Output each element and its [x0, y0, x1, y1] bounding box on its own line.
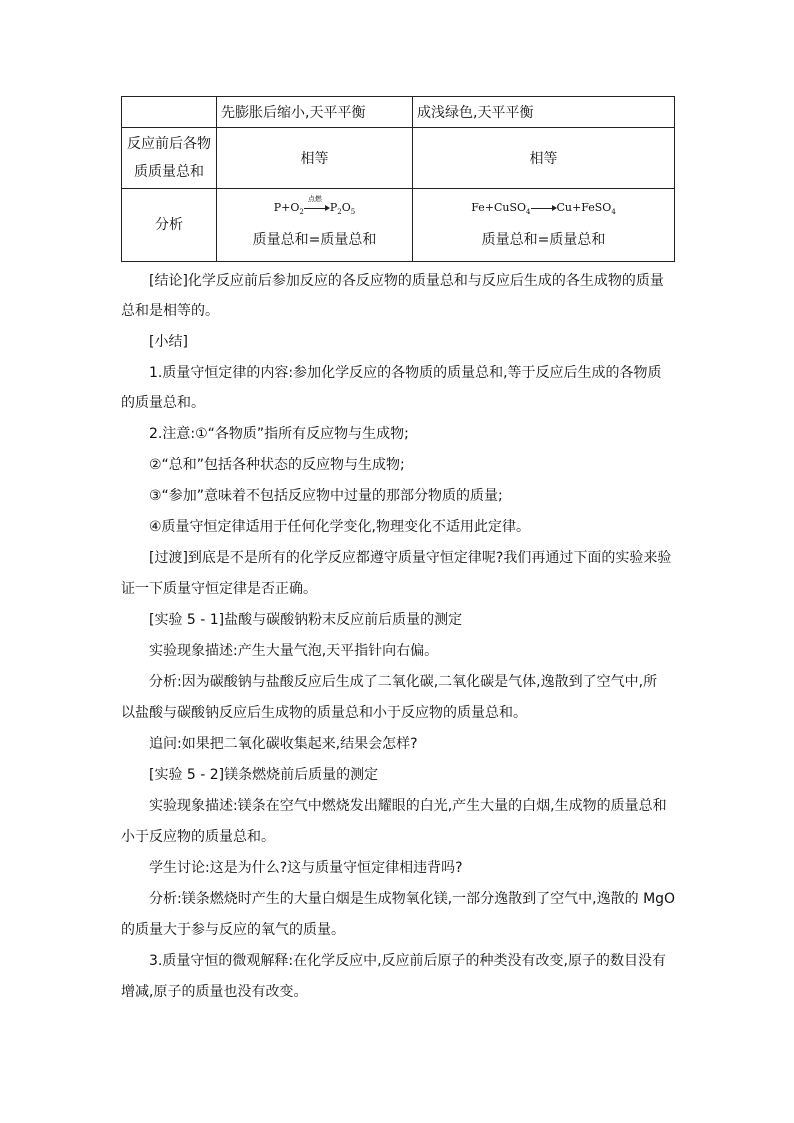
row-header-line: 质质量总和	[134, 164, 204, 180]
discussion-line: 学生讨论:这是为什么?这与质量守恒定律相违背吗?	[149, 860, 463, 876]
reaction-arrow-icon	[531, 203, 557, 213]
iron-equation	[413, 201, 674, 223]
note-line: ②“总和”包括各种状态的反应物与生成物;	[149, 457, 405, 473]
subscript: 2	[337, 208, 342, 217]
analysis-line: 以盐酸与碳酸钠反应后生成物的质量总和小于反应物的质量总和。	[121, 705, 527, 721]
equation-text: Fe+CuSO	[471, 201, 527, 214]
equation-text: Cu+FeSO	[556, 201, 612, 214]
micro-explanation-line: 增减,原子的质量也没有改变。	[121, 984, 308, 1000]
note-line: ③“参加”意味着不包括反应物中过量的那部分物质的质量;	[149, 488, 503, 504]
note-line: 2.注意:①“各物质”指所有反应物与生成物;	[149, 426, 409, 442]
subscript: 4	[526, 208, 531, 217]
subscript: 2	[299, 208, 304, 217]
row-header-mass-total	[122, 128, 217, 189]
subscript: 5	[350, 208, 356, 217]
law-definition-line: 的质量总和。	[121, 395, 205, 411]
conclusion-line: [结论]化学反应前后参加反应的各反应物的质量总和与反应后生成的各生成物的质量	[149, 273, 664, 289]
table-row	[122, 189, 675, 262]
phenomenon-line: 小于反应物的质量总和。	[121, 829, 275, 845]
table-cell	[217, 189, 413, 262]
row-header-line: 反应前后各物	[127, 136, 211, 152]
table-cell: 相等	[217, 128, 413, 189]
question-line: 追问:如果把二氧化碳收集起来,结果会怎样?	[149, 736, 418, 752]
table-row	[122, 128, 675, 189]
table-cell	[413, 189, 675, 262]
experiment-heading: [实验 5 - 1]盐酸与碳酸钠粉末反应前后质量的测定	[149, 612, 463, 628]
mass-equality-text: 质量总和=质量总和	[252, 232, 377, 248]
table-cell: 先膨胀后缩小,天平平衡	[217, 97, 413, 128]
analysis-line: 的质量大于参与反应的氧气的质量。	[121, 922, 345, 938]
reaction-arrow-icon	[304, 195, 330, 213]
table-cell: 相等	[413, 128, 675, 189]
law-definition-line: 1.质量守恒定律的内容:参加化学反应的各物质的质量总和,等于反应后生成的各物质	[149, 365, 662, 381]
equation-text: O	[341, 201, 351, 214]
transition-line: [过渡]到底是不是所有的化学反应都遵守质量守恒定律呢?我们再通过下面的实验来验	[149, 550, 672, 566]
experiment-table	[121, 96, 675, 262]
reaction-condition: 点燃	[307, 195, 322, 203]
note-line: ④质量守恒定律适用于任何化学变化,物理变化不适用此定律。	[149, 519, 530, 535]
table-cell: 成浅绿色,天平平衡	[413, 97, 675, 128]
mass-equality-text: 质量总和=质量总和	[481, 232, 606, 248]
summary-heading: [小结]	[149, 334, 188, 350]
analysis-line: 分析:因为碳酸钠与盐酸反应后生成了二氧化碳,二氧化碳是气体,逸散到了空气中,所	[149, 674, 658, 690]
phenomenon-line: 实验现象描述:产生大量气泡,天平指针向右偏。	[149, 643, 439, 659]
transition-line: 证一下质量守恒定律是否正确。	[121, 581, 317, 597]
experiment-heading: [实验 5 - 2]镁条燃烧前后质量的测定	[149, 767, 379, 783]
equation-text: P+O	[273, 201, 300, 214]
table-row	[122, 97, 675, 128]
equation-text: P	[329, 201, 338, 214]
row-header-analysis: 分析	[122, 189, 217, 262]
conclusion-line: 总和是相等的。	[121, 303, 219, 319]
subscript: 4	[611, 208, 616, 217]
analysis-line: 分析:镁条燃烧时产生的大量白烟是生成物氧化镁,一部分逸散到了空气中,逸散的 MgO	[149, 891, 676, 907]
phosphorus-equation	[217, 195, 412, 223]
table-cell	[122, 97, 217, 128]
phenomenon-line: 实验现象描述:镁条在空气中燃烧发出耀眼的白光,产生大量的白烟,生成物的质量总和	[149, 798, 667, 814]
micro-explanation-line: 3.质量守恒的微观解释:在化学反应中,反应前后原子的种类没有改变,原子的数目没有	[149, 953, 666, 969]
